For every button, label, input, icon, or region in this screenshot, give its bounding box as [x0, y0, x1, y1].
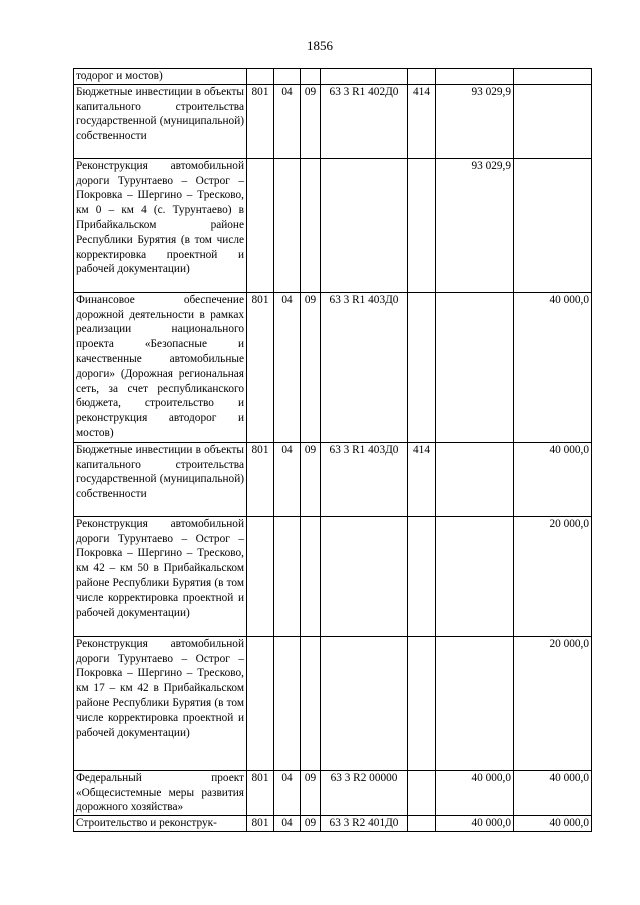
row-name-cell: Бюджетные инвестиции в объекты капитального строительства государственной (муниципальной) собственности [74, 84, 247, 158]
amount-column-1-cell: 93 029,9 [436, 158, 514, 292]
expense-type-cell [408, 158, 436, 292]
table-row [74, 292, 592, 442]
amount-column-2-cell [514, 158, 592, 292]
target-article-cell: 63 3 R2 401Д0 [321, 816, 408, 832]
ministry-code-cell: 801 [247, 442, 274, 516]
section-code-cell: 04 [274, 816, 301, 832]
amount-column-2-cell: 40 000,0 [514, 816, 592, 832]
section-code-cell: 04 [274, 292, 301, 442]
target-article-cell [321, 516, 408, 636]
row-name-cell: Бюджетные инвестиции в объекты капитального строительства государственной (муниципальной) собственности [74, 442, 247, 516]
amount-column-1-cell [436, 516, 514, 636]
section-code-cell [274, 69, 301, 85]
table-row [74, 516, 592, 636]
row-name-cell: Реконструкция автомобильной дороги Турунтаево – Острог – Покровка – Шергино – Тресково, км 17 – км 42 в Прибайкальском районе Республики Бурятия (в том числе корректировка проектной и рабочей документации) [74, 636, 247, 770]
expense-type-cell [408, 292, 436, 442]
target-article-cell: 63 3 R2 00000 [321, 770, 408, 815]
target-article-cell: 63 3 R1 403Д0 [321, 442, 408, 516]
subsection-code-cell [301, 158, 321, 292]
ministry-code-cell [247, 636, 274, 770]
section-code-cell: 04 [274, 442, 301, 516]
section-code-cell [274, 516, 301, 636]
amount-column-1-cell [436, 442, 514, 516]
ministry-code-cell [247, 158, 274, 292]
row-name-cell: Финансовое обеспечение дорожной деятельности в рамках реализации национального проекта «Безопасные и качественные автомобильные дороги» (Дорожная региональная сеть, за счет республиканского бюджета, строительство и реконструкция автодорог и мостов) [74, 292, 247, 442]
table-row [74, 442, 592, 516]
ministry-code-cell: 801 [247, 816, 274, 832]
amount-column-1-cell [436, 636, 514, 770]
subsection-code-cell: 09 [301, 442, 321, 516]
row-name-cell: Строительство и реконструк- [74, 816, 247, 832]
section-code-cell: 04 [274, 770, 301, 815]
amount-column-2-cell: 40 000,0 [514, 770, 592, 815]
section-code-cell [274, 636, 301, 770]
amount-column-1-cell: 40 000,0 [436, 816, 514, 832]
table-row [74, 84, 592, 158]
row-name-cell: Федеральный проект «Общесистемные меры развития дорожного хозяйства» [74, 770, 247, 815]
expense-type-cell [408, 516, 436, 636]
section-code-cell [274, 158, 301, 292]
table-row [74, 636, 592, 770]
expense-type-cell [408, 69, 436, 85]
amount-column-2-cell: 20 000,0 [514, 636, 592, 770]
amount-column-2-cell [514, 69, 592, 85]
expense-type-cell [408, 770, 436, 815]
subsection-code-cell [301, 69, 321, 85]
expense-type-cell: 414 [408, 442, 436, 516]
subsection-code-cell: 09 [301, 816, 321, 832]
budget-table [73, 68, 592, 832]
budget-table-body [74, 69, 592, 832]
subsection-code-cell: 09 [301, 292, 321, 442]
amount-column-2-cell: 20 000,0 [514, 516, 592, 636]
row-name-cell: тодорог и мостов) [74, 69, 247, 85]
target-article-cell: 63 3 R1 402Д0 [321, 84, 408, 158]
ministry-code-cell: 801 [247, 84, 274, 158]
subsection-code-cell [301, 516, 321, 636]
amount-column-1-cell [436, 69, 514, 85]
amount-column-2-cell: 40 000,0 [514, 442, 592, 516]
row-name-cell: Реконструкция автомобильной дороги Турунтаево – Острог – Покровка – Шергино – Тресково, км 0 – км 4 (с. Турунтаево) в Прибайкальском районе Республики Бурятия (в том числе корректировка проектной и рабочей документации) [74, 158, 247, 292]
amount-column-1-cell: 93 029,9 [436, 84, 514, 158]
ministry-code-cell [247, 69, 274, 85]
table-row [74, 770, 592, 815]
target-article-cell [321, 69, 408, 85]
subsection-code-cell: 09 [301, 770, 321, 815]
subsection-code-cell [301, 636, 321, 770]
amount-column-2-cell: 40 000,0 [514, 292, 592, 442]
row-name-cell: Реконструкция автомобильной дороги Турунтаево – Острог – Покровка – Шергино – Тресково, км 42 – км 50 в Прибайкальском районе Республики Бурятия (в том числе корректировка проектной и рабочей документации) [74, 516, 247, 636]
target-article-cell: 63 3 R1 403Д0 [321, 292, 408, 442]
table-row [74, 69, 592, 85]
expense-type-cell: 414 [408, 84, 436, 158]
ministry-code-cell [247, 516, 274, 636]
amount-column-1-cell [436, 292, 514, 442]
table-row [74, 816, 592, 832]
ministry-code-cell: 801 [247, 292, 274, 442]
target-article-cell [321, 158, 408, 292]
expense-type-cell [408, 816, 436, 832]
section-code-cell: 04 [274, 84, 301, 158]
expense-type-cell [408, 636, 436, 770]
amount-column-1-cell: 40 000,0 [436, 770, 514, 815]
page-number: 1856 [307, 38, 333, 53]
subsection-code-cell: 09 [301, 84, 321, 158]
amount-column-2-cell [514, 84, 592, 158]
ministry-code-cell: 801 [247, 770, 274, 815]
table-row [74, 158, 592, 292]
target-article-cell [321, 636, 408, 770]
